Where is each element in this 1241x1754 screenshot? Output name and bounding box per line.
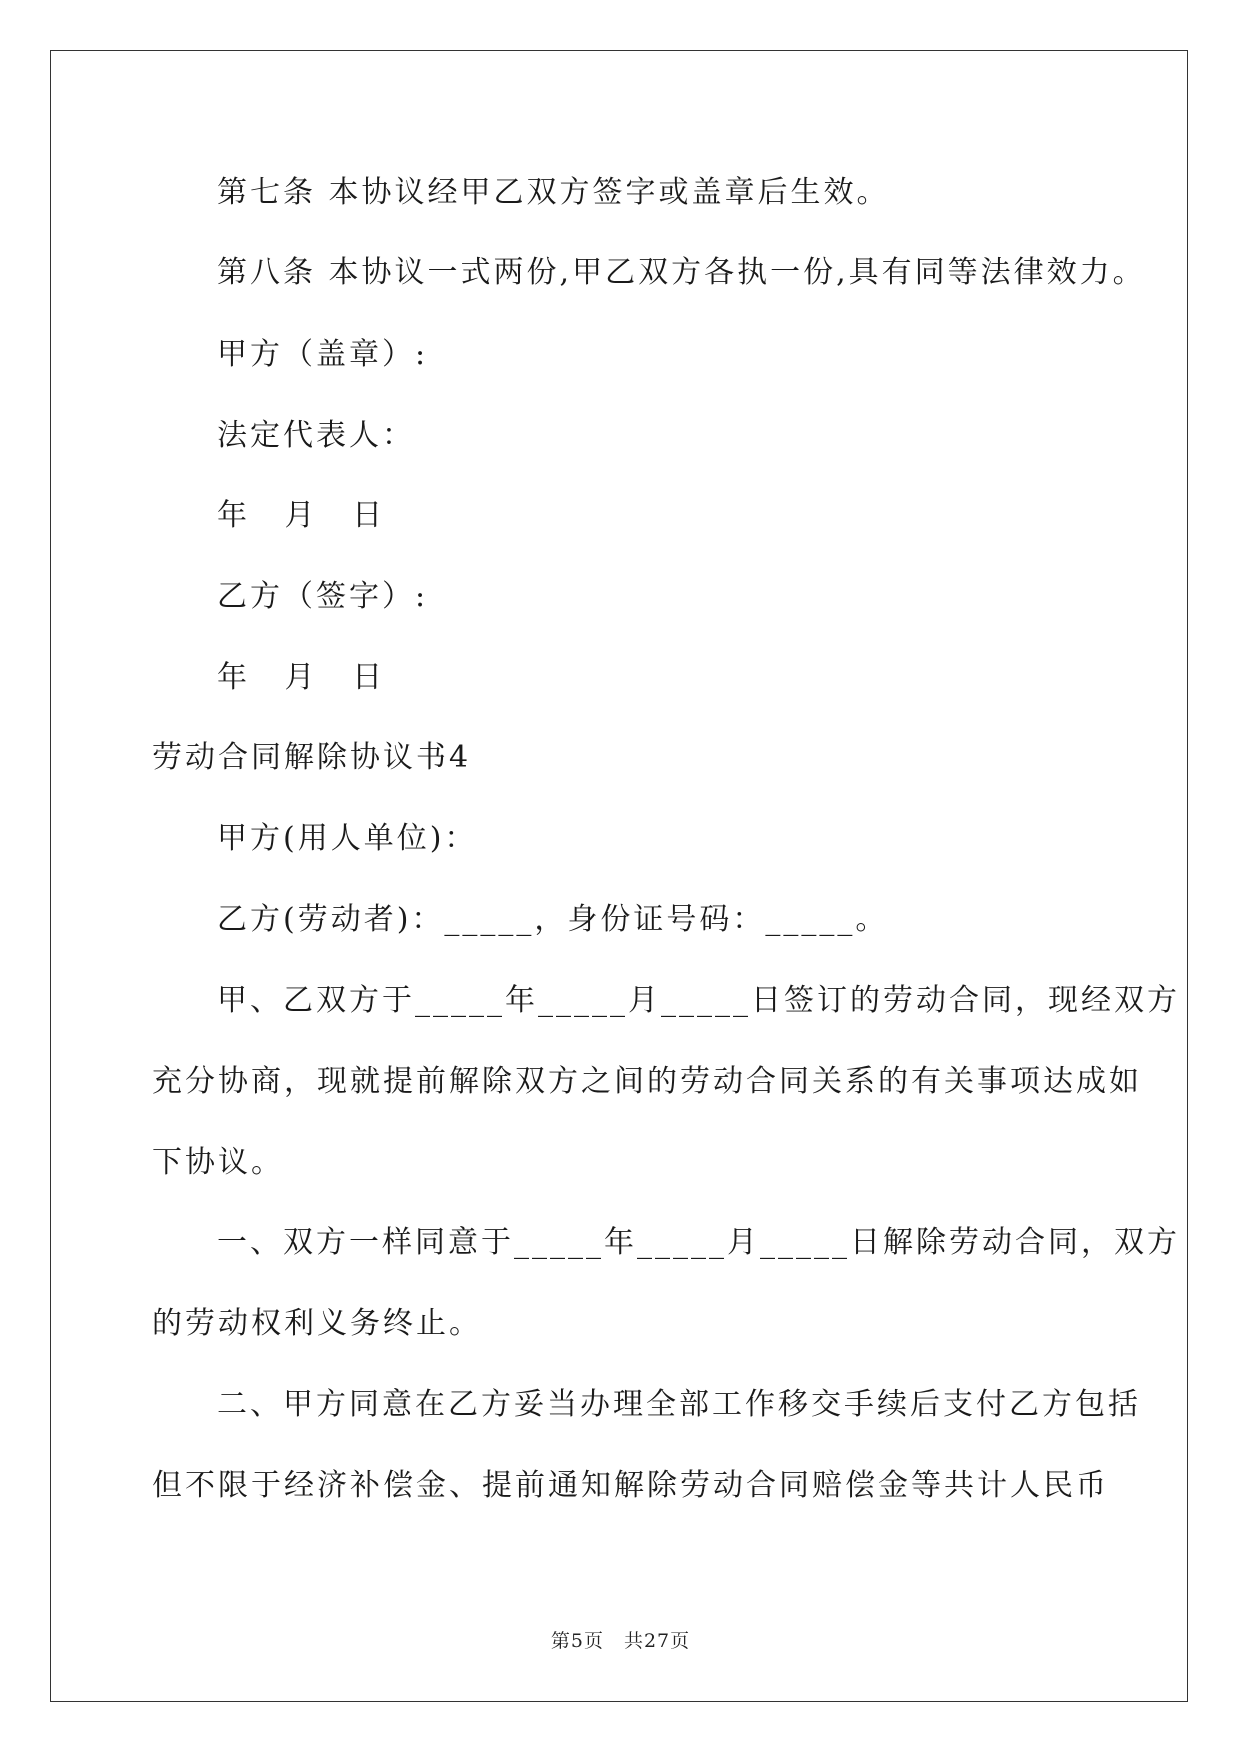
employee-label: 乙方(劳动者)：_____，身份证号码：_____。 bbox=[217, 902, 889, 937]
preamble-line-1: 甲、乙双方于_____年_____月_____日签订的劳动合同，现经双方 bbox=[217, 983, 1180, 1018]
party-b-signature-label: 乙方（签字）: bbox=[217, 579, 429, 614]
clause-one-line-1: 一、双方一样同意于_____年_____月_____日解除劳动合同，双方 bbox=[217, 1225, 1180, 1260]
clause-one-line-2: 的劳动权利义务终止。 bbox=[152, 1306, 482, 1341]
preamble-line-3: 下协议。 bbox=[152, 1145, 284, 1180]
article-seven: 第七条 本协议经甲乙双方签字或盖章后生效。 bbox=[217, 175, 890, 210]
clause-two-line-2: 但不限于经济补偿金、提前通知解除劳动合同赔偿金等共计人民币 bbox=[152, 1468, 1109, 1503]
page-number: 第5页 共27页 bbox=[550, 1630, 691, 1652]
preamble-line-2: 充分协商，现就提前解除双方之间的劳动合同关系的有关事项达成如 bbox=[152, 1064, 1142, 1099]
legal-representative-label: 法定代表人： bbox=[217, 418, 415, 453]
section-heading: 劳动合同解除协议书4 bbox=[152, 740, 472, 775]
date-line-b: 年 月 日 bbox=[217, 660, 386, 695]
article-eight: 第八条 本协议一式两份,甲乙双方各执一份,具有同等法律效力。 bbox=[217, 255, 1146, 290]
date-line-a: 年 月 日 bbox=[217, 498, 386, 533]
employer-label: 甲方(用人单位)： bbox=[217, 821, 478, 856]
page-border bbox=[50, 50, 1188, 1702]
party-a-seal-label: 甲方（盖章）: bbox=[217, 337, 429, 372]
clause-two-line-1: 二、甲方同意在乙方妥当办理全部工作移交手续后支付乙方包括 bbox=[217, 1387, 1141, 1422]
